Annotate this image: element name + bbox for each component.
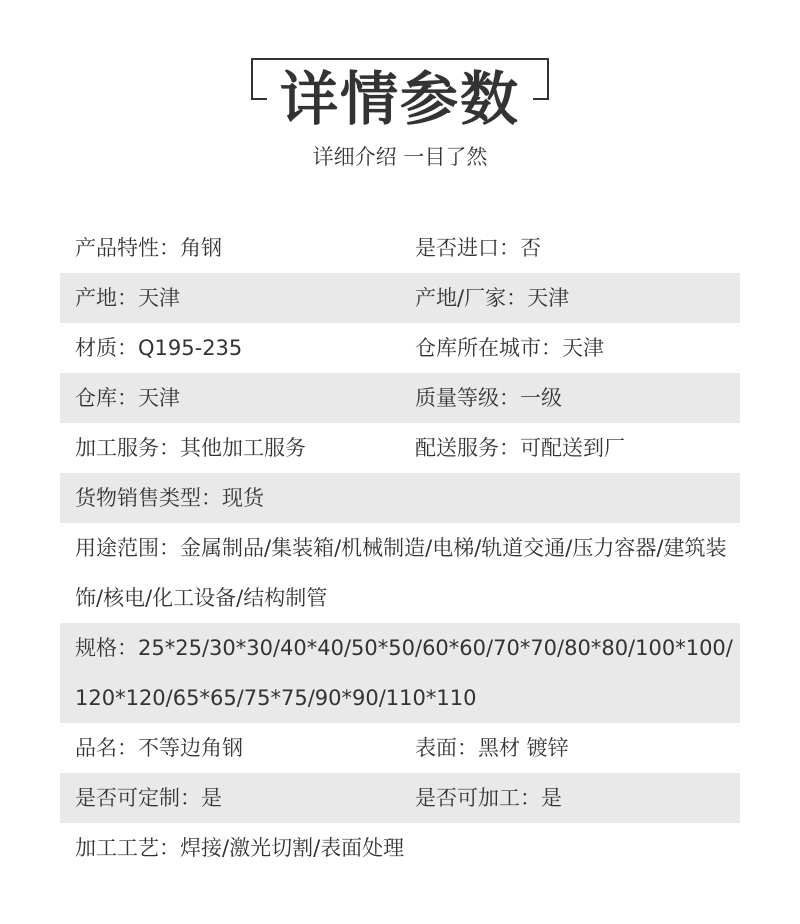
table-row <box>60 523 740 623</box>
param-full: 货物销售类型：现货 <box>75 486 264 510</box>
param-left: 加工服务：其他加工服务 <box>75 436 306 460</box>
param-right: 是否可加工：是 <box>415 786 562 810</box>
param-left: 是否可定制：是 <box>75 786 222 810</box>
table-row <box>60 773 740 823</box>
table-row <box>60 723 740 773</box>
param-left: 品名：不等边角钢 <box>75 736 243 760</box>
param-right: 表面：黑材 镀锌 <box>415 736 569 760</box>
param-full: 加工工艺：焊接/激光切割/表面处理 <box>75 836 405 860</box>
table-row <box>60 823 740 873</box>
table-row <box>60 373 740 423</box>
param-left: 产地：天津 <box>75 286 180 310</box>
param-left: 材质：Q195-235 <box>75 336 243 360</box>
param-right: 质量等级：一级 <box>415 386 562 410</box>
header <box>0 0 800 200</box>
table-row <box>60 223 740 273</box>
page-subtitle: 详细介绍 一目了然 <box>312 145 488 169</box>
param-left: 产品特性：角钢 <box>75 236 222 260</box>
parameter-table <box>60 223 740 873</box>
table-row <box>60 323 740 373</box>
page-title: 详情参数 <box>279 65 520 133</box>
param-full: 规格：25*25/30*30/40*40/50*50/60*60/70*70/80*80/100*100/120*120/65*65/75*75/90*90/110*110 <box>75 636 733 710</box>
param-right: 是否进口：否 <box>415 236 541 260</box>
param-right: 产地/厂家：天津 <box>415 286 570 310</box>
table-row <box>60 273 740 323</box>
table-row <box>60 473 740 523</box>
table-row <box>60 423 740 473</box>
title-frame-top <box>251 58 549 60</box>
param-right: 仓库所在城市：天津 <box>415 336 604 360</box>
param-right: 配送服务：可配送到厂 <box>415 436 625 460</box>
table-row <box>60 623 740 723</box>
param-full: 用途范围：金属制品/集装箱/机械制造/电梯/轨道交通/压力容器/建筑装饰/核电/化工设备/结构制管 <box>75 536 727 610</box>
param-left: 仓库：天津 <box>75 386 180 410</box>
